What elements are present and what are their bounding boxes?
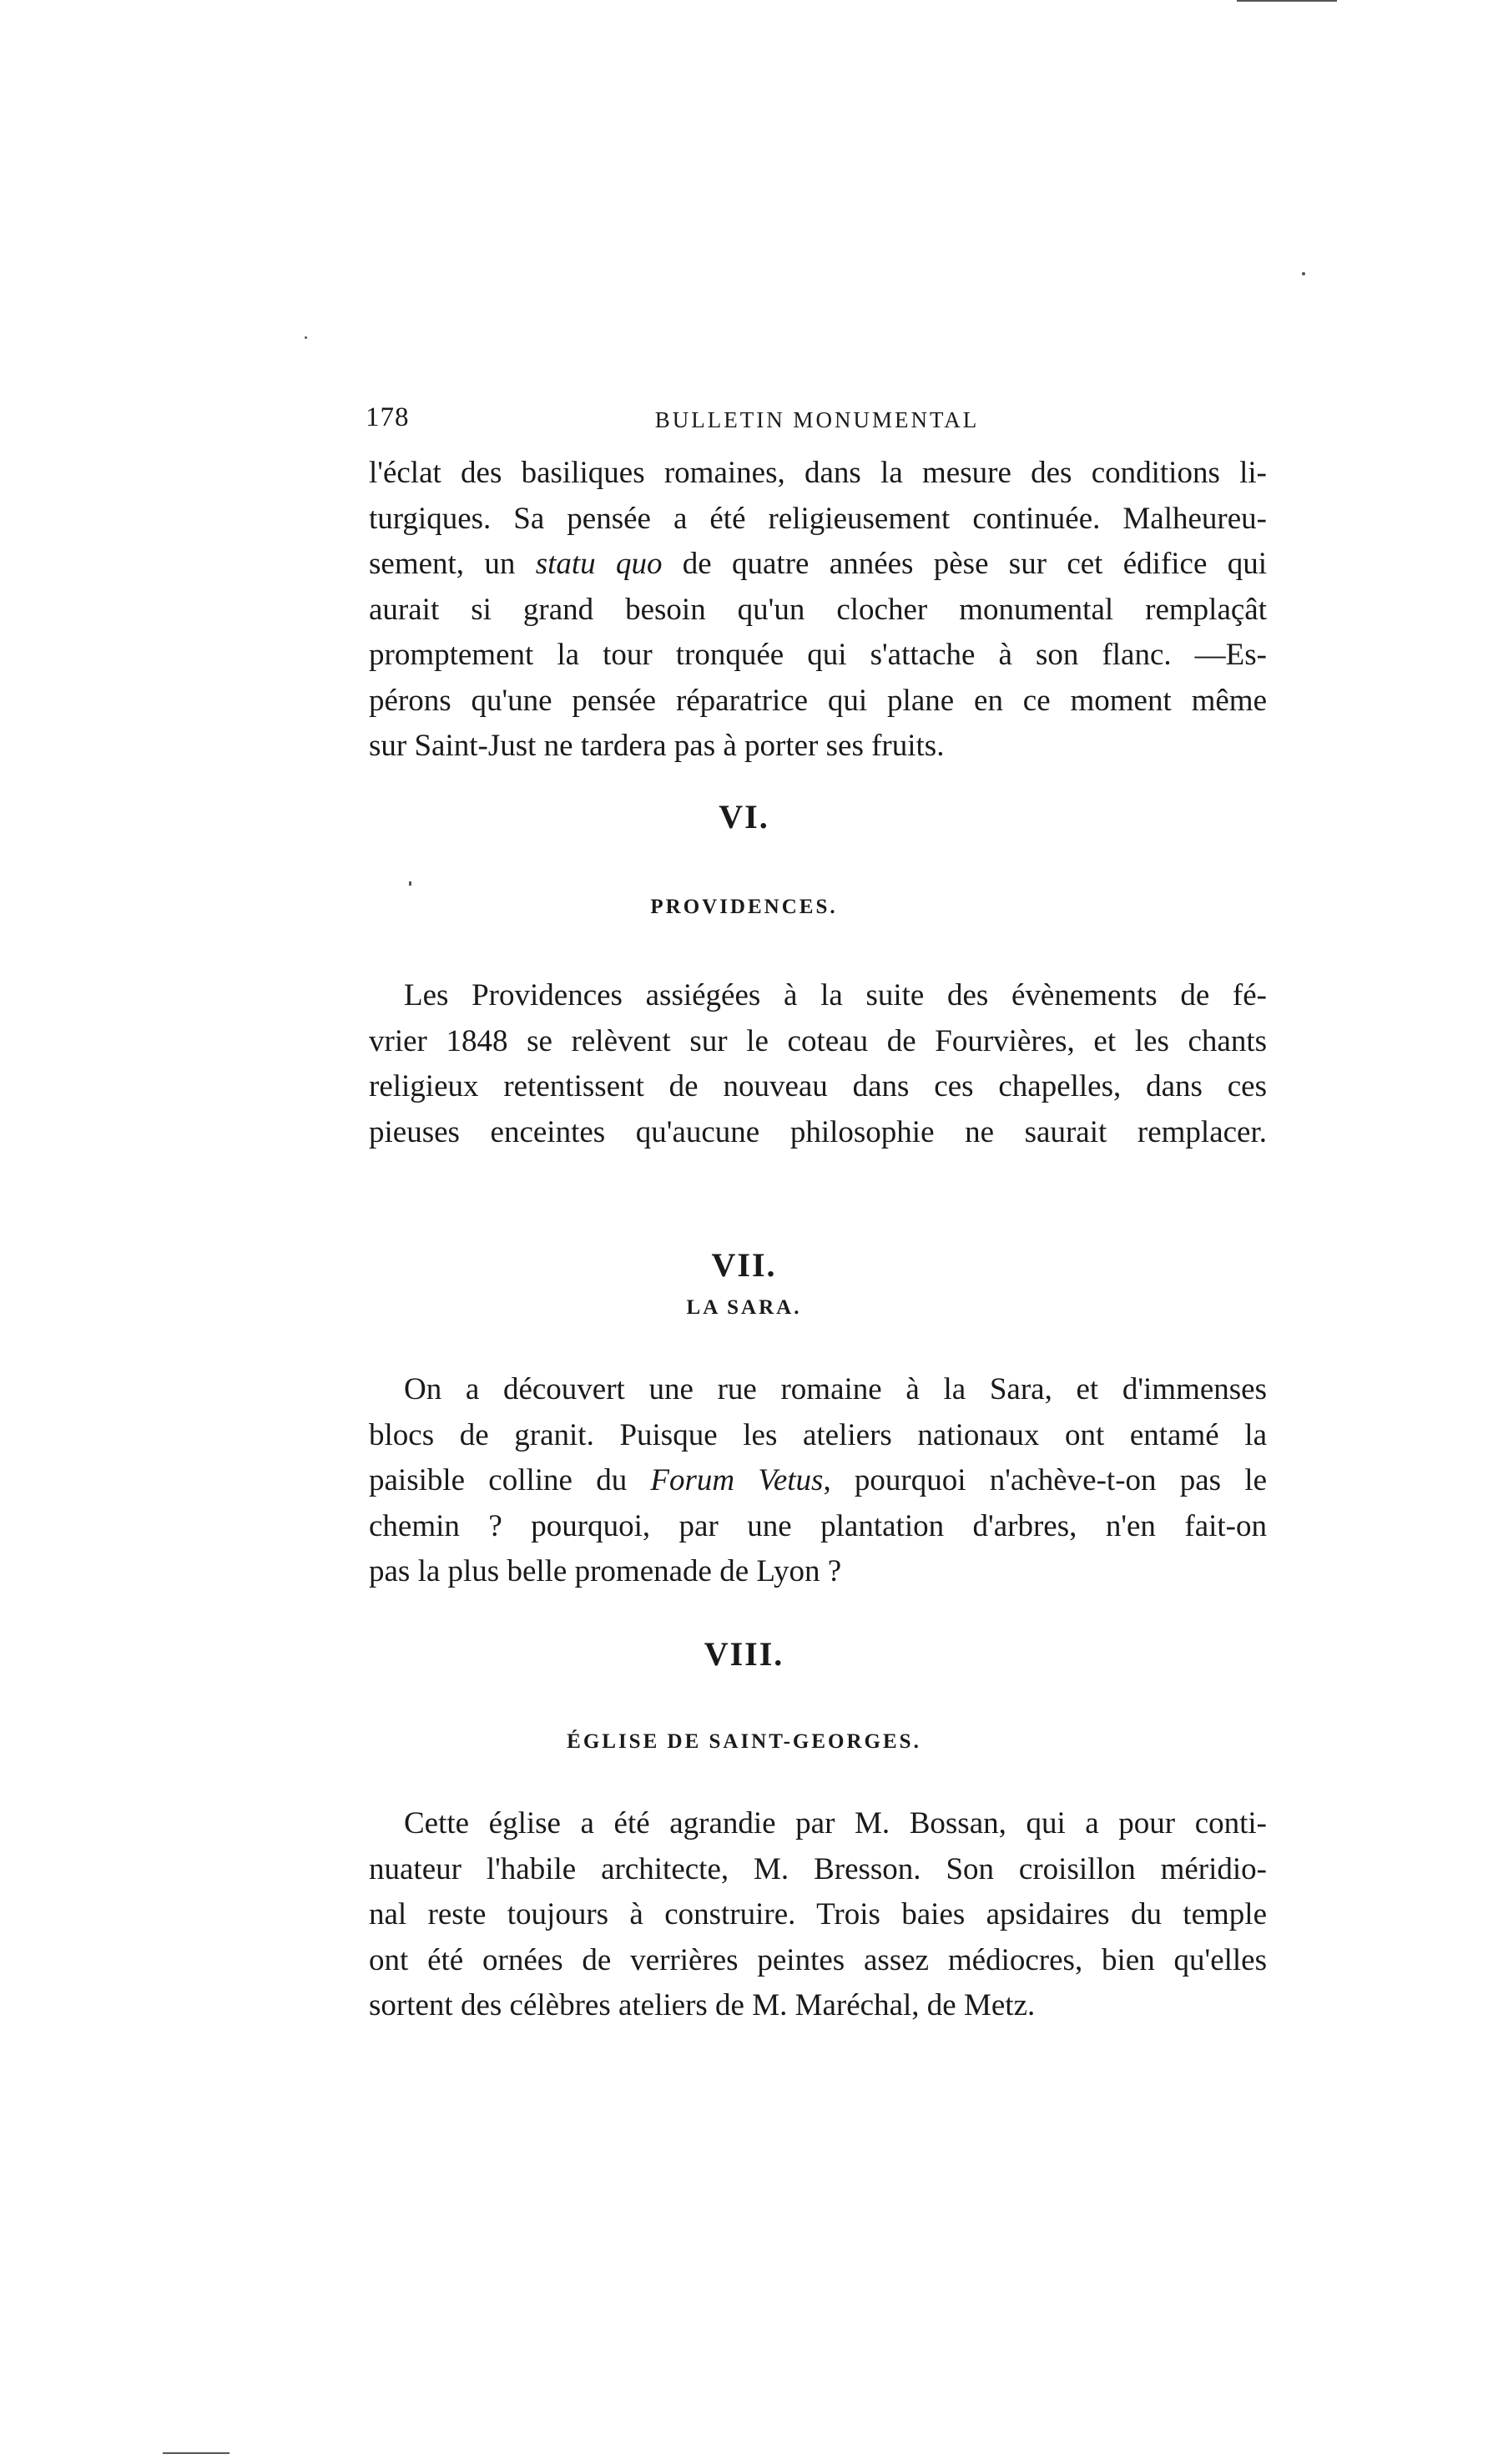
text-line: pérons qu'une pensée réparatrice qui plane en ce moment même [369, 683, 1267, 718]
section-paragraph [369, 1801, 1267, 2029]
section-paragraph [369, 1367, 1267, 1595]
text-line: religieux retentissent de nouveau dans ces chapelles, dans ces [369, 1069, 1267, 1103]
text-line: Cette église a été agrandie par M. Bossan, qui a pour conti- [404, 1806, 1267, 1840]
text-line: sortent des célèbres ateliers de M. Maréchal, de Metz. [369, 1988, 1036, 2022]
section-number: VI. [719, 798, 769, 836]
text-line: aurait si grand besoin qu'un clocher monumental remplaçât [369, 592, 1267, 627]
text-line: pieuses enceintes qu'aucune philosophie ne saurait remplacer. [369, 1114, 1267, 1149]
text-line: ont été ornées de verrières peintes assez médiocres, bien qu'elles [369, 1942, 1267, 1977]
page-number: 178 [366, 402, 410, 432]
section-number: VII. [711, 1246, 777, 1284]
page-header [366, 402, 1269, 442]
intro-paragraph [369, 451, 1267, 770]
text-line: chemin ? pourquoi, par une plantation d'arbres, n'en fait-on [369, 1508, 1267, 1543]
section-title: LA SARA. [686, 1296, 802, 1319]
section-title: ÉGLISE DE SAINT-GEORGES. [567, 1730, 921, 1753]
text-line: vrier 1848 se relèvent sur le coteau de Fourvières, et les chants [369, 1023, 1267, 1058]
text-line: On a découvert une rue romaine à la Sara, et d'immenses [404, 1372, 1267, 1406]
scan-dust-mark [305, 336, 307, 339]
text-line: l'éclat des basiliques romaines, dans la mesure des conditions li- [369, 456, 1267, 490]
text-line: sement, un statu quo de quatre années pèse sur cet édifice qui [369, 547, 1267, 581]
text-line: nal reste toujours à construire. Trois baies apsidaires du temple [369, 1897, 1267, 1931]
text-line: nuateur l'habile architecte, M. Bresson. Son croisillon méridio- [369, 1851, 1267, 1886]
scan-edge-mark [1237, 0, 1337, 2]
scan-edge-mark [163, 2452, 230, 2454]
scan-dust-mark [409, 881, 411, 886]
section-number: VIII. [704, 1635, 784, 1673]
italic-text: Forum Vetus [650, 1463, 824, 1497]
text-line: sur Saint-Just ne tardera pas à porter ses fruits. [369, 729, 945, 763]
text-line: paisible colline du Forum Vetus, pourquoi n'achève-t-on pas le [369, 1463, 1267, 1497]
text-line: promptement la tour tronquée qui s'attache à son flanc. —Es- [369, 638, 1267, 672]
text-line: blocs de granit. Puisque les ateliers nationaux ont entamé la [369, 1417, 1267, 1452]
running-head: BULLETIN MONUMENTAL [654, 407, 980, 432]
text-line: pas la plus belle promenade de Lyon ? [369, 1554, 842, 1588]
section-paragraph [369, 973, 1267, 1155]
section-title: PROVIDENCES. [650, 896, 838, 918]
italic-text: statu quo [535, 547, 663, 581]
text-line: Les Providences assiégées à la suite des évènements de fé- [404, 978, 1267, 1012]
text-line: turgiques. Sa pensée a été religieusement continuée. Malheureu- [369, 501, 1267, 536]
scan-dust-mark [1302, 272, 1305, 275]
